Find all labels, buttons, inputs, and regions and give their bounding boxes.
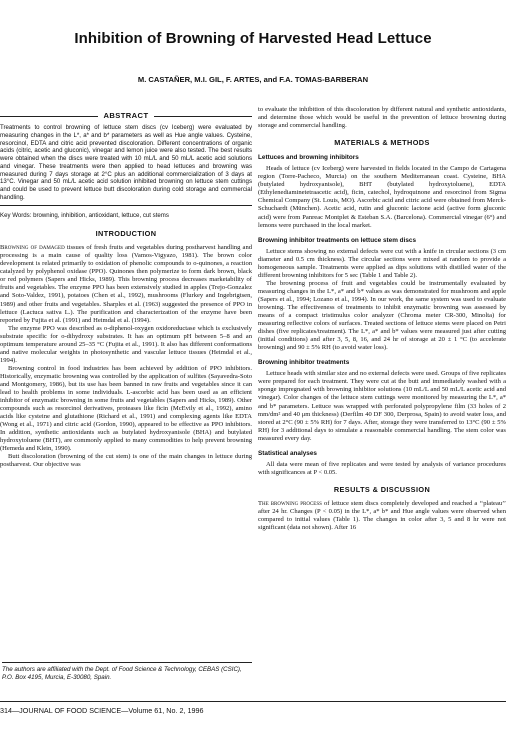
results-paragraph-1 bbox=[258, 500, 506, 532]
methods-heading: MATERIALS & METHODS bbox=[334, 138, 430, 148]
methods-statistics-text: All data were mean of five replicates and were tested by analysis of variance procedures with significances at P < 0.05. bbox=[258, 460, 506, 476]
results-paragraph-1-body: of lettuce stem discs completely developed and reached a ‘‘plateau’’ after 24 hr. Changes (P < 0.05) in the L*, a* b* and Hue angle values were observed when compared to initial values (Table 1). The changes in color after 3, 5 and 8 hr were not significant (data not shown). After 16 bbox=[258, 499, 506, 532]
abstract-block bbox=[0, 124, 252, 202]
methods-subheading-statistics: Statistical analyses bbox=[258, 449, 317, 457]
intro-lead-in: Browning of damaged bbox=[0, 244, 65, 252]
page-footer: 314—JOURNAL OF FOOD SCIENCE—Volume 61, No. 2, 1996 bbox=[0, 706, 204, 715]
methods-subheading-treatments: Browning inhibitor treatments bbox=[258, 359, 350, 367]
right-column bbox=[258, 106, 506, 532]
intro-paragraph-1-body: tissues of fresh fruits and vegetables during postharvest handling and processing is a main cause of quality loss (Vamos-Vigyazo, 1981). The brown color development is related primarily to oxidation of phenolic compounds to o-quinones, a reaction catalyzed by polyphenol oxidase (PPO). Quinones then polymerize to form dark brown, black or red polymers (Sapers and Hicks, 1989). This browning process decreases marketability of fruits and vegetables. The enzyme PPO has been extensively studied in apples (Trejo-Gonzalez and Soto-Valdez, 1991), potatoes (Chen et al., 1992), mushrooms (Flurkey and Ingebrigtsen, 1989) and other fruits and vegetables. Sharples et al. (1963) suggested the presence of PPO in lettuce (Lactuca sativa L.). The purification and characterization of the enzyme have been reported by Fujita et al. (1991) and Heimdal et al. (1994). bbox=[0, 244, 253, 324]
abstract-rule-right bbox=[154, 116, 252, 117]
methods-stem-discs-text-2: The browning process of fruit and vegetables could be instrumentally evaluated by measuring changes in the L*, a* and b* values as was demonstrated for mushroom and apple (Sapers et al., 1994; Lozano et al., 1994). In our work, the same system was used to evaluate browning. The effectiveness of treatments to inhibit enzymatic browning was assessed by means of a compact tristimulus color analyzer (Chroma meter CR-300, Minolta) for measuring reflective colors of surfaces. Treated sections of lettuce stems were placed on Petri dishes (five replicates/treatment). The L*, a* and b* values were measured just after cutting (initial conditions) and after 3, 5, 8, 16, and 24 hr of storage at 20 ± 1 °C (to accelerate browning) and 90 ± 5% RH (to avoid water loss). bbox=[258, 279, 506, 352]
abstract-divider bbox=[0, 205, 252, 206]
abstract-heading: ABSTRACT bbox=[103, 111, 149, 120]
intro-paragraph-2: The enzyme PPO was described as o-diphenol-oxygen oxidoreductase which is exclusively substrate specific for o-dihydroxy substrates. It has an optimum pH between 5–8 and an optimum temperature around 25–35 °C (Fujita et al., 1991). It also has different conformations and native molecular weights in photosynthetic and vascular lettuce tissues (Heimdal et al., 1994). bbox=[0, 324, 252, 364]
article-authors: M. CASTAÑER, M.I. GIL, F. ARTES, and F.A. TOMAS-BARBERAN bbox=[137, 75, 369, 84]
footer-rule bbox=[0, 701, 506, 702]
results-lead-in: The browning process bbox=[258, 499, 322, 507]
intro-paragraph-3: Browning control in food industries has been achieved by addition of PPO inhibitors. Historically, enzymatic browning was controlled by the application of sulfites (Sayavedra-Soto and Montgomery, 1986), but its use has been banned in raw fruits and vegetables since it can lead to health problems in some individuals. L-ascorbic acid has been used as an efficient inhibitor of enzymatic browning in some fruits and vegetables (Sapers and Hicks, 1989). Other compounds such as resorcinol derivatives, proteases like ficin (McEvily et al., 1992), amino acids like cysteine and glutathione (Richard et al., 1991) and complexing agents like EDTA (Wong et al., 1971) and citric acid (Gordon, 1990), appeared to be effective as PPO inhibitors. In addition, synthetic antioxidants such as butylated hydroxyanisole (BHA) and butylated hydroxytoluene (BHT), are commonly applied to many commodities to help prevent browning (Hemeda and Klein, 1990). bbox=[0, 364, 252, 453]
methods-treatments-text: Lettuce heads with similar size and no external defects were used. Groups of five replicates were prepared for each treatment. They were cut at the butt and immediately washed with a sponge impregnated with browning inhibitor solutions (10 mL/L and 50 mL/L acetic acid and vinegar). Color changes of the lettuce stem cuttings were monitored by measuring the L*, a* and b* parameters. Lettuce was wrapped with perforated polypropylene film (33 holes of 2 mm/dm² and 40 μm thickness) (Derfilm 40 DF 300, Derprosa, Spain) to avoid water loss, and stored at 2°C (90 ± 5% RH) for 7 days. After, storage they were transferred to 13°C (90 ± 5% RH) for 3 additional days to simulate a reasonable commercial handling. The stem color was measured every day. bbox=[258, 370, 506, 442]
abstract-heading-row bbox=[0, 112, 252, 120]
results-heading: RESULTS & DISCUSSION bbox=[333, 484, 431, 494]
article-title: Inhibition of Browning of Harvested Head Lettuce bbox=[74, 30, 432, 47]
methods-lettuces-text: Heads of lettuce (cv Iceberg) were harvested in fields located in the Campo de Cartagena region (Torre-Pacheco, Murcia) on the southern Mediterranean coast. Cysteine, BHA (butylated hydroxyanisole), BHT (butylated hydroxytoluene), EDTA (Ethylenediaminetetraacetic acid), ficin, catechol, hydroquinone and resorcinol from Sigma Chemical Company (St. Louis, MO). Ascorbic acid and citric acid were obtained from Merck-Schuchardt (München). Acetic acid, rutin and gluconic lactone acid (active form gluconic acid) were from Panreac Montplet & Esteban S.A. (Barcelona). Commercial vinegar (6°) and lemons were purchased in the local market. bbox=[258, 165, 506, 229]
introduction-heading: INTRODUCTION bbox=[95, 229, 157, 239]
methods-subheading-stem-discs: Browning inhibitor treatments on lettuce stem discs bbox=[258, 236, 417, 244]
intro-paragraph-4-continued: to evaluate the inhibition of this discoloration by different natural and synthetic antioxidants, and determine those which would be useful in the prevention of lettuce browning during storage and commercial handling. bbox=[258, 106, 506, 130]
left-column bbox=[0, 106, 252, 470]
abstract-rule-left bbox=[0, 116, 98, 117]
author-affiliation-footnote: The authors are affiliated with the Dept. of Food Science & Technology, CEBAS (CSIC), P.O. Box 4195, Murcia, E-30080, Spain. bbox=[2, 662, 252, 682]
intro-paragraph-1 bbox=[0, 244, 252, 324]
methods-stem-discs-text-1: Lettuce stems showing no external defects were cut with a knife in circular sections (3 cm diameter and 0.5 cm thickness). The circular sections were mixed at random to provide a homogeneous sample. Treatments were applied as dips solutions with distilled water of the different browning inhibitors for 5 sec (Table 1 and Table 2). bbox=[258, 247, 506, 279]
intro-paragraph-4: Butt discoloration (browning of the cut stem) is one of the main changes in lettuce during postharvest. Our objective was bbox=[0, 453, 252, 469]
methods-subheading-lettuces: Lettuces and browning inhibitors bbox=[258, 154, 359, 162]
abstract-text: Treatments to control browning of lettuce stem discs (cv Iceberg) were evaluated by measuring changes in the L*, a* and b* parameters as well as Hue angle values. Cysteine, resorcinol, EDTA and citric acid prevented discoloration. Different concentrations of organic acids (citric, acetic and gluconic), vinegar and lemon juice were also tested. The best results were obtained when the discs were treated with 10 mL/L and 50 mL/L acetic acid solutions and vinegar. These treatments were then applied to head lettuces and browning was measured during 7 days storage at 2°C plus an additional commercialization of 3 days at 13°C. Vinegar and 50 mL/L acetic acid solution inhibited browning on lettuce stem cuttings and could be used to prevent lettuce butt discoloration during cold storage and commercial handling. bbox=[0, 124, 252, 201]
keywords: Key Words: browning, inhibition, antioxidant, lettuce, cut stems bbox=[0, 211, 169, 219]
